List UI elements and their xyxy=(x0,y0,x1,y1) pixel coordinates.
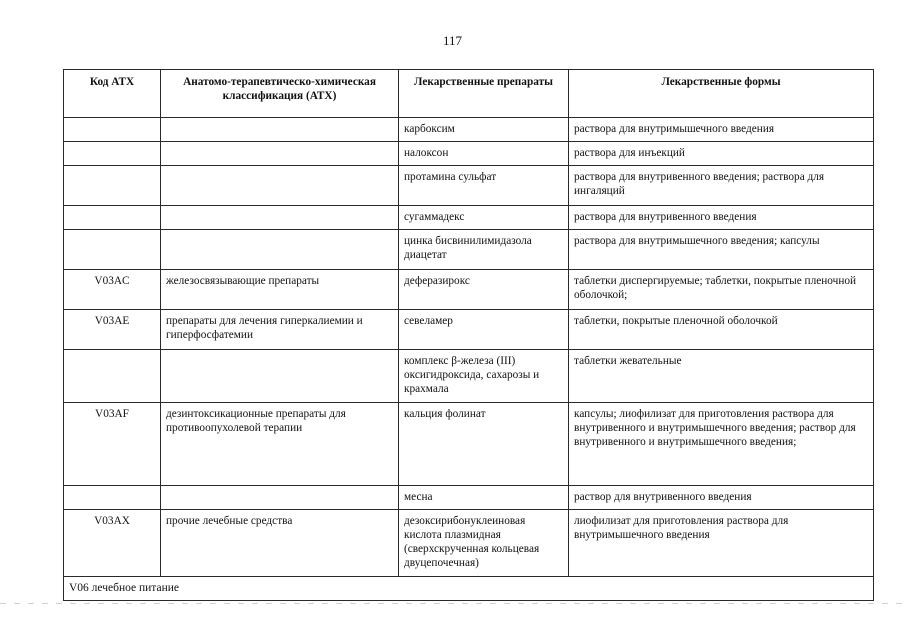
header-forms: Лекарственные формы xyxy=(569,70,874,118)
cell-classification: прочие лечебные средства xyxy=(161,510,399,577)
cell-drug: налоксон xyxy=(399,142,569,166)
cell-drug: месна xyxy=(399,486,569,510)
table-row xyxy=(64,166,874,206)
scan-edge-divider xyxy=(0,603,905,604)
table-row xyxy=(64,118,874,142)
cell-code xyxy=(64,350,161,403)
cell-code xyxy=(64,230,161,270)
table-row xyxy=(64,206,874,230)
cell-code: V03AC xyxy=(64,270,161,310)
cell-drug: цинка бисвинилимидазола диацетат xyxy=(399,230,569,270)
cell-form: таблетки жевательные xyxy=(569,350,874,403)
cell-form: раствора для внутривенного введения; раствора для ингаляций xyxy=(569,166,874,206)
cell-code xyxy=(64,206,161,230)
cell-form: раствора для внутримышечного введения; капсулы xyxy=(569,230,874,270)
cell-code xyxy=(64,142,161,166)
cell-code: V03AF xyxy=(64,403,161,486)
section-footer-row xyxy=(64,577,874,601)
cell-form: раствора для внутривенного введения xyxy=(569,206,874,230)
table-header-row xyxy=(64,70,874,118)
header-code: Код АТХ xyxy=(64,70,161,118)
cell-code xyxy=(64,486,161,510)
section-title-v06: V06 лечебное питание xyxy=(64,577,874,601)
cell-classification xyxy=(161,350,399,403)
header-drugs: Лекарственные препараты xyxy=(399,70,569,118)
cell-classification xyxy=(161,486,399,510)
table-row xyxy=(64,230,874,270)
cell-classification: дезинтоксикационные препараты для противоопухолевой терапии xyxy=(161,403,399,486)
cell-code: V03AE xyxy=(64,310,161,350)
cell-drug: комплекс β-железа (III) оксигидроксида, сахарозы и крахмала xyxy=(399,350,569,403)
cell-drug: карбоксим xyxy=(399,118,569,142)
cell-classification: препараты для лечения гиперкалиемии и гиперфосфатемии xyxy=(161,310,399,350)
cell-form: лиофилизат для приготовления раствора для внутримышечного введения xyxy=(569,510,874,577)
cell-form: раствора для инъекций xyxy=(569,142,874,166)
cell-code xyxy=(64,118,161,142)
cell-code: V03AX xyxy=(64,510,161,577)
table-row xyxy=(64,403,874,486)
cell-drug: протамина сульфат xyxy=(399,166,569,206)
cell-form: таблетки диспергируемые; таблетки, покрытые пленочной оболочкой; xyxy=(569,270,874,310)
atc-drug-table xyxy=(63,69,874,601)
cell-classification xyxy=(161,206,399,230)
cell-drug: сугаммадекс xyxy=(399,206,569,230)
cell-classification xyxy=(161,230,399,270)
table-row xyxy=(64,350,874,403)
page-number: 117 xyxy=(442,33,463,48)
table-row xyxy=(64,486,874,510)
cell-code xyxy=(64,166,161,206)
cell-drug: дезоксирибонуклеиновая кислота плазмидная (сверхскрученная кольцевая двуцепочечная) xyxy=(399,510,569,577)
cell-classification: железосвязывающие препараты xyxy=(161,270,399,310)
cell-form: раствор для внутривенного введения xyxy=(569,486,874,510)
cell-form: раствора для внутримышечного введения xyxy=(569,118,874,142)
cell-drug: севеламер xyxy=(399,310,569,350)
table-row xyxy=(64,142,874,166)
header-classification: Анатомо-терапевтическо-химическая классификация (АТХ) xyxy=(161,70,399,118)
cell-classification xyxy=(161,118,399,142)
table-row xyxy=(64,310,874,350)
cell-drug: кальция фолинат xyxy=(399,403,569,486)
table-row xyxy=(64,510,874,577)
cell-classification xyxy=(161,166,399,206)
cell-classification xyxy=(161,142,399,166)
table-row xyxy=(64,270,874,310)
cell-form: таблетки, покрытые пленочной оболочкой xyxy=(569,310,874,350)
cell-form: капсулы; лиофилизат для приготовления раствора для внутривенного и внутримышечного введения; раствор для внутривенного и внутримышечного введения; xyxy=(569,403,874,486)
cell-drug: деферазирокс xyxy=(399,270,569,310)
